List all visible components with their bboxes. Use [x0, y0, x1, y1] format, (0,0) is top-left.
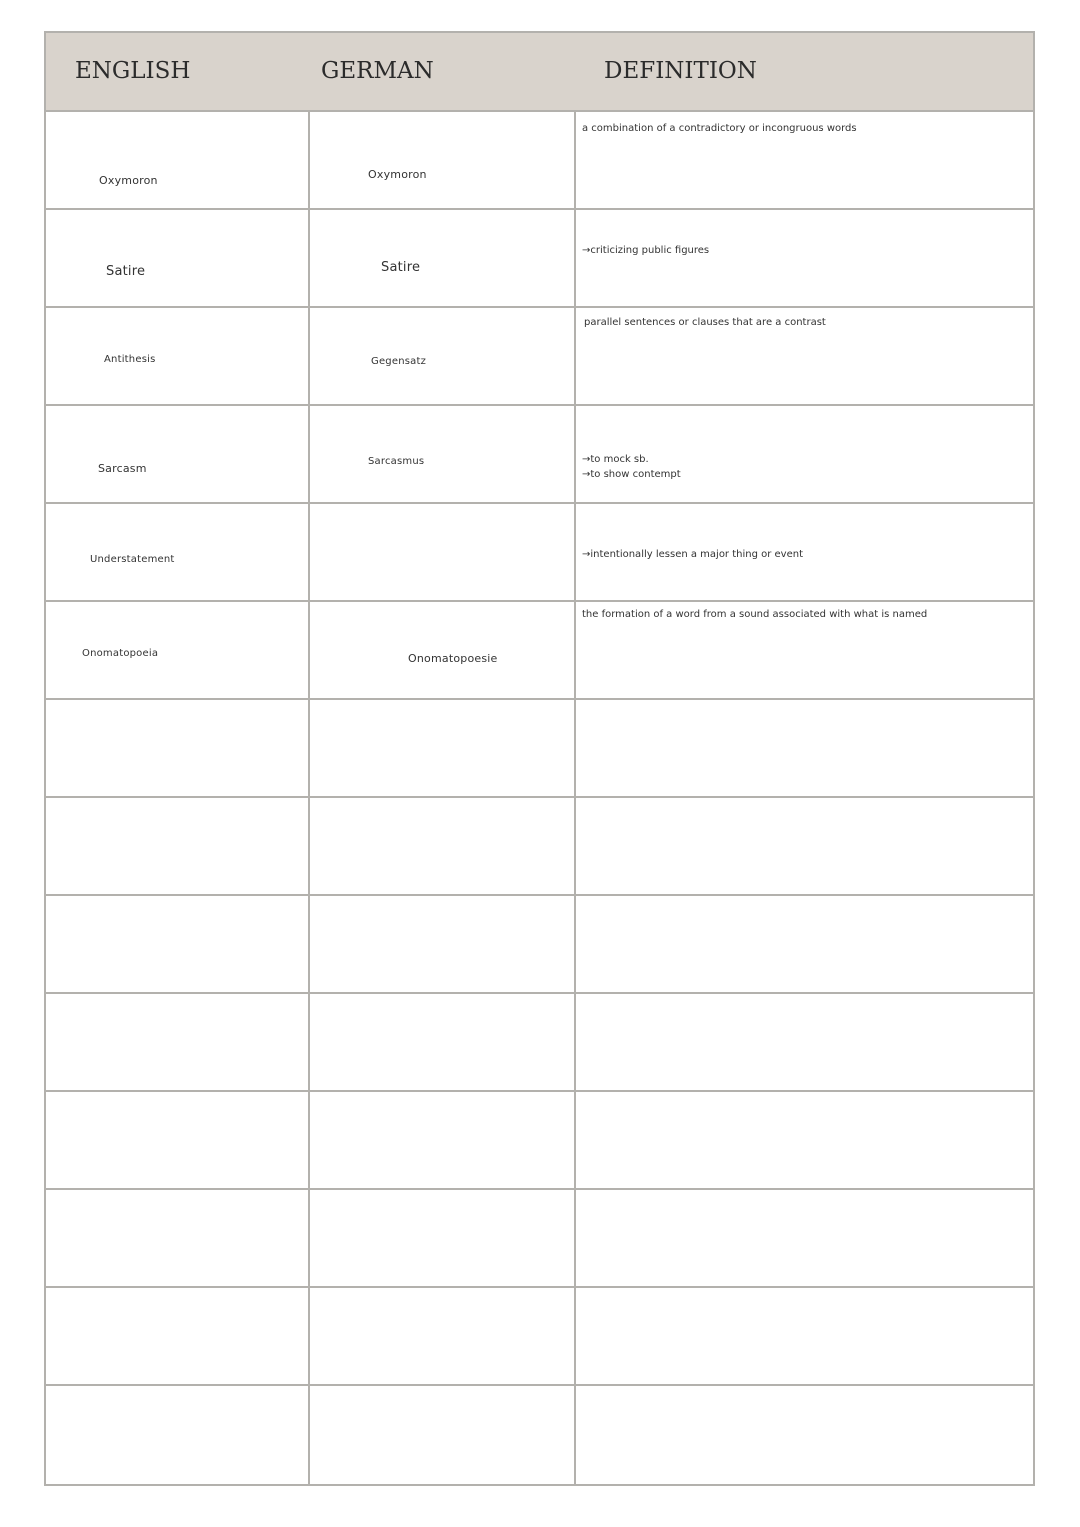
- table-row: [46, 798, 1033, 896]
- english-cell: [46, 798, 310, 894]
- german-cell: [310, 1386, 576, 1484]
- english-term: Satire: [106, 264, 146, 279]
- english-term: Onomatopoeia: [82, 648, 159, 659]
- header-definition: DEFINITION: [604, 58, 757, 84]
- definition-text: →intentionally lessen a major thing or event: [582, 549, 804, 560]
- german-cell: [310, 210, 576, 306]
- definition-text: →criticizing public figures: [582, 245, 710, 256]
- header-english: ENGLISH: [75, 58, 191, 84]
- definition-cell: [576, 1190, 1033, 1286]
- definition-cell: [576, 1092, 1033, 1188]
- german-cell: [310, 1190, 576, 1286]
- table-row: [46, 308, 1033, 406]
- english-cell: [46, 112, 310, 208]
- english-cell: [46, 896, 310, 992]
- german-cell: [310, 896, 576, 992]
- definition-text: a combination of a contradictory or incongruous words: [582, 123, 857, 134]
- english-term: Antithesis: [104, 354, 156, 365]
- english-cell: [46, 406, 310, 502]
- table-header: [46, 33, 1033, 112]
- definition-cell: [576, 1288, 1033, 1384]
- german-term: Oxymoron: [368, 168, 427, 181]
- table-row: [46, 994, 1033, 1092]
- german-term: Satire: [381, 260, 421, 275]
- definition-cell: [576, 700, 1033, 796]
- table-row: [46, 406, 1033, 504]
- english-cell: [46, 1386, 310, 1484]
- german-term: Onomatopoesie: [408, 652, 498, 665]
- german-cell: [310, 406, 576, 502]
- table-row: [46, 602, 1033, 700]
- english-term: Oxymoron: [99, 174, 158, 187]
- german-cell: [310, 308, 576, 404]
- german-cell: [310, 1092, 576, 1188]
- german-term: Sarcasmus: [368, 456, 425, 467]
- english-cell: [46, 504, 310, 600]
- german-cell: [310, 112, 576, 208]
- definition-cell: [576, 406, 1033, 502]
- vocabulary-table: [44, 31, 1035, 1486]
- definition-text: →to mock sb. →to show contempt: [582, 454, 681, 480]
- english-cell: [46, 1288, 310, 1384]
- header-german: GERMAN: [321, 58, 434, 84]
- definition-cell: [576, 602, 1033, 698]
- table-row: [46, 1190, 1033, 1288]
- english-cell: [46, 700, 310, 796]
- table-row: [46, 112, 1033, 210]
- english-cell: [46, 1092, 310, 1188]
- table-row: [46, 1092, 1033, 1190]
- definition-cell: [576, 112, 1033, 208]
- german-cell: [310, 504, 576, 600]
- german-cell: [310, 700, 576, 796]
- table-row: [46, 700, 1033, 798]
- definition-cell: [576, 896, 1033, 992]
- german-term: Gegensatz: [371, 356, 427, 367]
- english-cell: [46, 308, 310, 404]
- german-cell: [310, 602, 576, 698]
- definition-cell: [576, 1386, 1033, 1484]
- definition-cell: [576, 308, 1033, 404]
- english-term: Understatement: [90, 554, 175, 565]
- english-term: Sarcasm: [98, 462, 147, 475]
- definition-text: the formation of a word from a sound associated with what is named: [582, 609, 928, 620]
- english-cell: [46, 1190, 310, 1286]
- table-row: [46, 504, 1033, 602]
- german-cell: [310, 994, 576, 1090]
- table-row: [46, 896, 1033, 994]
- definition-cell: [576, 210, 1033, 306]
- table-row: [46, 1386, 1033, 1484]
- english-cell: [46, 210, 310, 306]
- english-cell: [46, 994, 310, 1090]
- english-cell: [46, 602, 310, 698]
- german-cell: [310, 798, 576, 894]
- definition-cell: [576, 504, 1033, 600]
- table-row: [46, 210, 1033, 308]
- table-row: [46, 1288, 1033, 1386]
- german-cell: [310, 1288, 576, 1384]
- definition-cell: [576, 798, 1033, 894]
- definition-cell: [576, 994, 1033, 1090]
- definition-text: parallel sentences or clauses that are a contrast: [584, 317, 826, 328]
